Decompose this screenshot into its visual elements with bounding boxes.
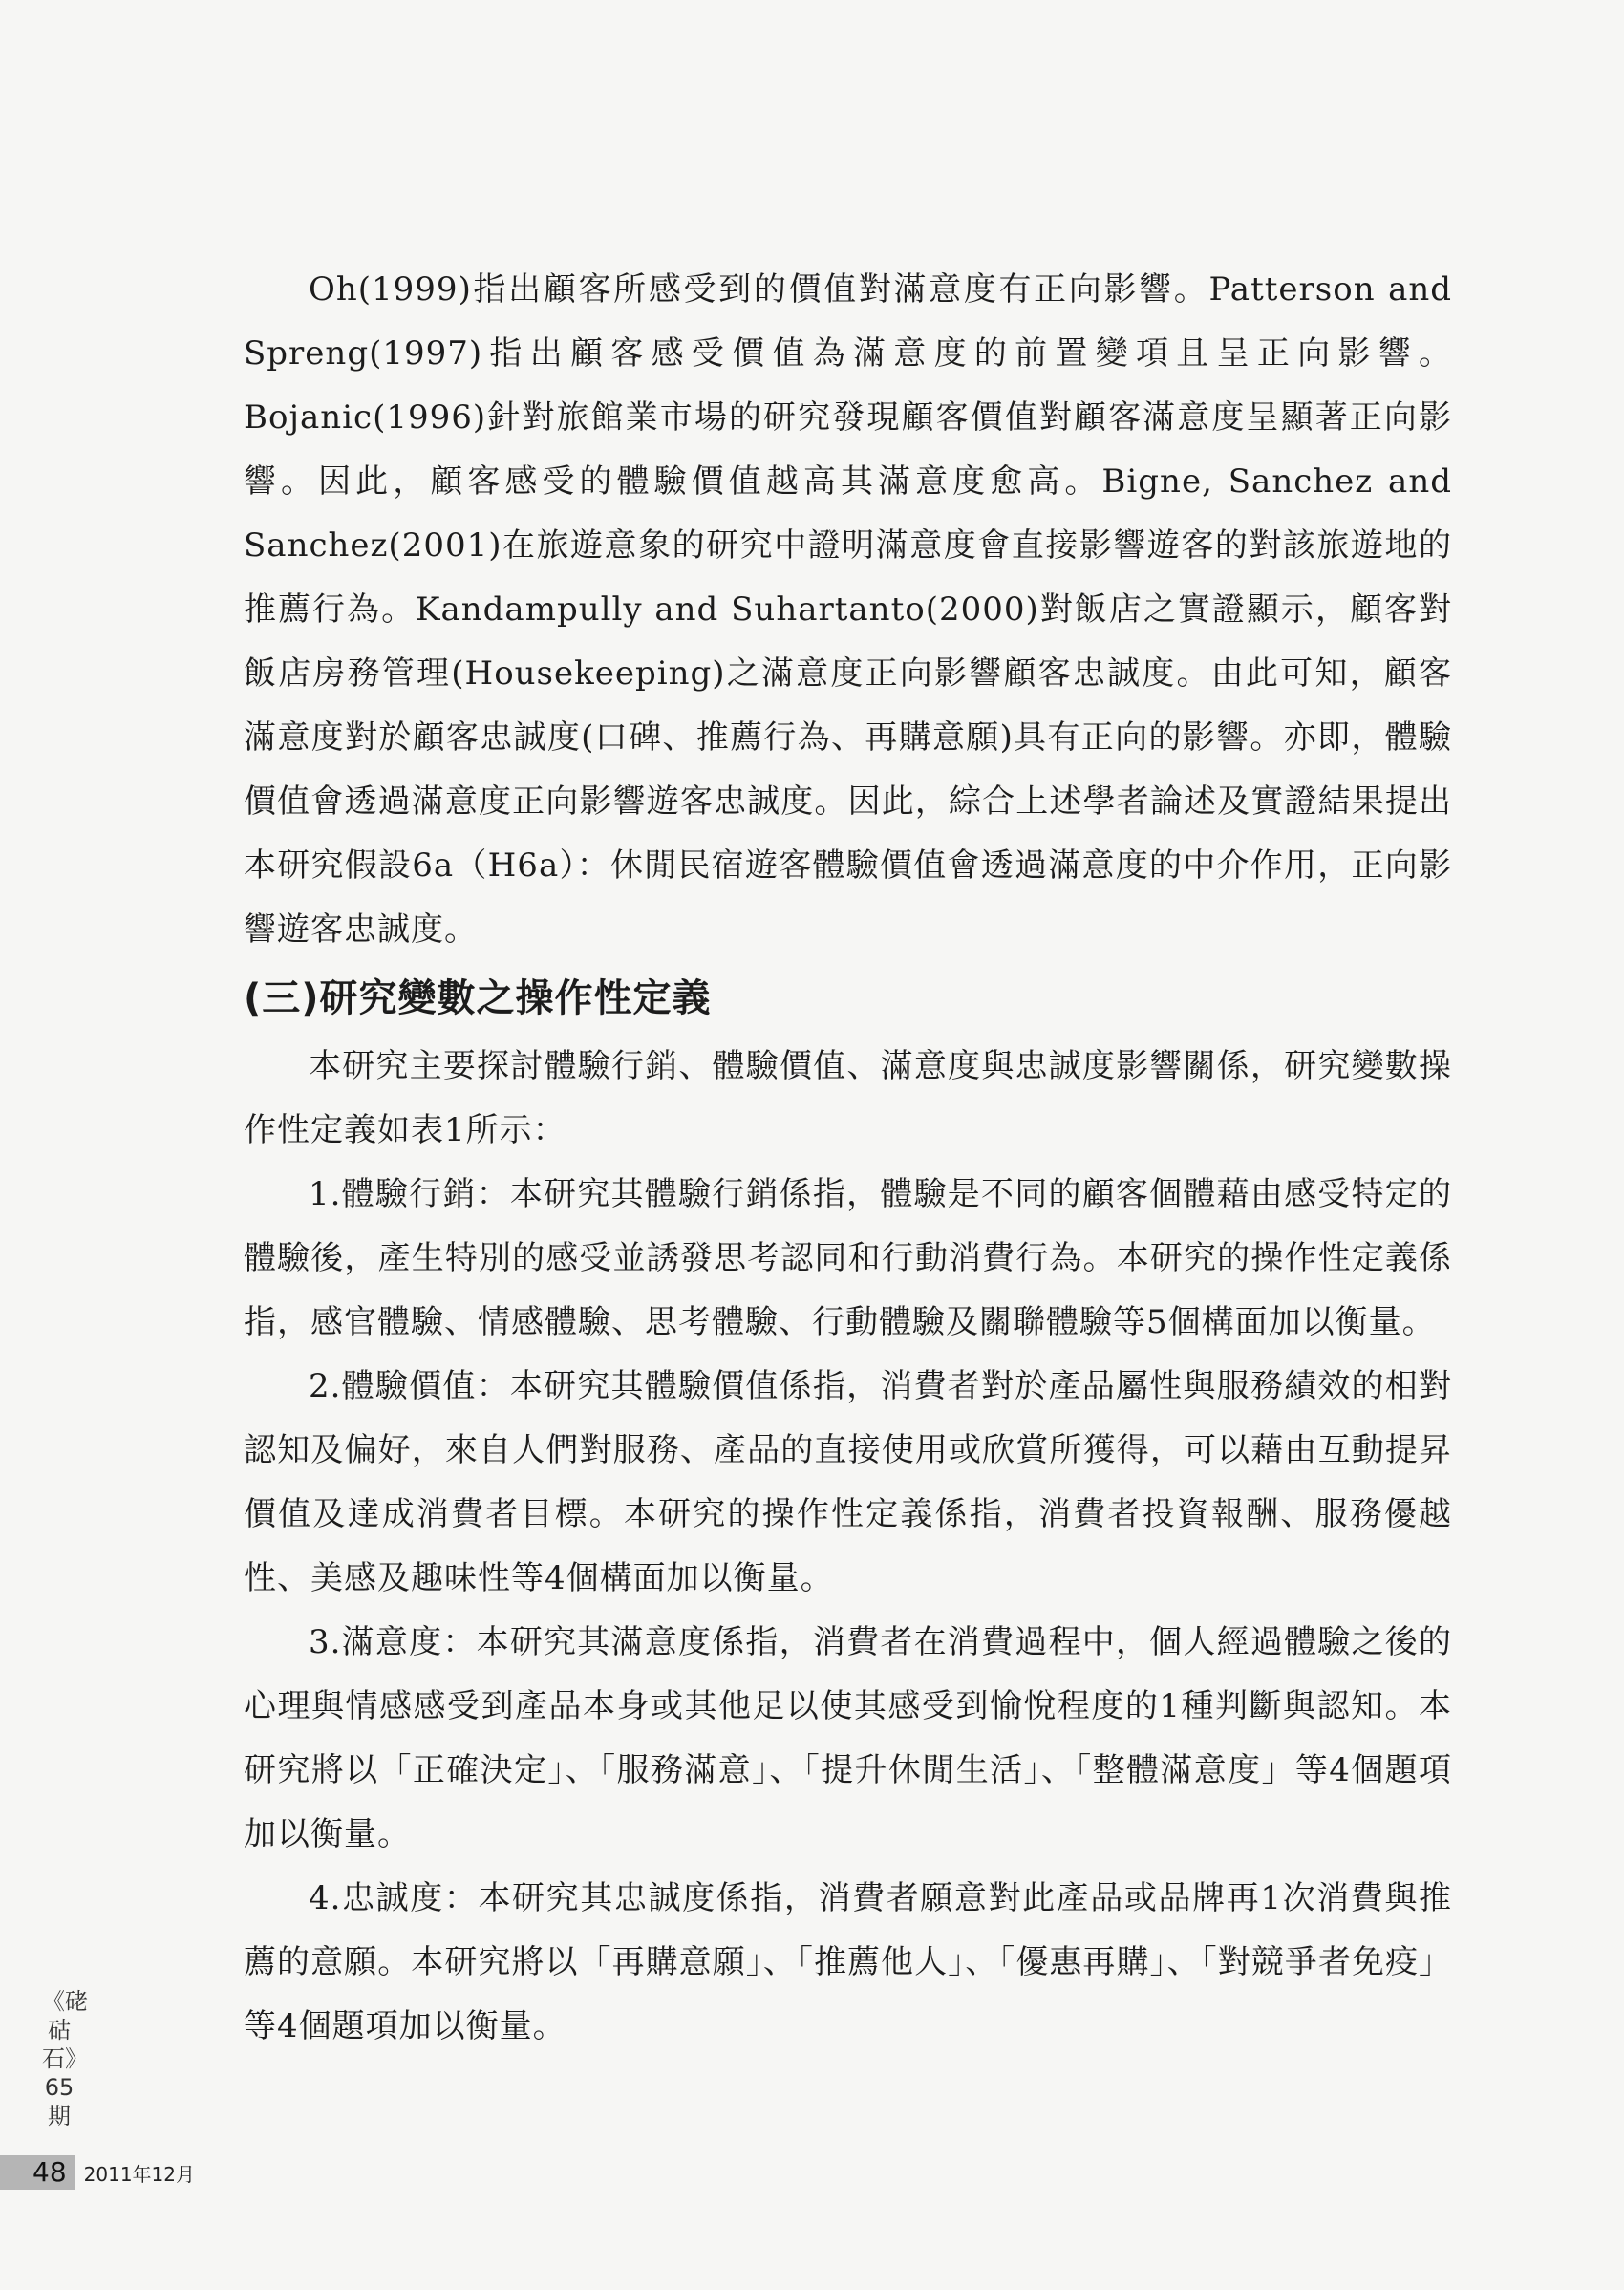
page-number: 48 xyxy=(0,2155,75,2190)
paragraph-loyalty: 4.忠誠度：本研究其忠誠度係指，消費者願意對此產品或品牌再1次消費與推薦的意願。本研究將以「再購意願」、「推薦他人」、「優惠再購」、「對競爭者免疫」等4個題項加以衡量。 xyxy=(244,1879,1452,2045)
issue-date: 2011年12月 xyxy=(83,2162,195,2186)
paragraph-satisfaction: 3.滿意度：本研究其滿意度係指，消費者在消費過程中，個人經過體驗之後的心理與情感感受到產品本身或其他足以使其感受到愉悅程度的1種判斷與認知。本研究將以「正確決定」、「服務滿意」、「提升休閒生活」、「整體滿意度」等4個題項加以衡量。 xyxy=(244,1623,1452,1853)
paragraph-intro: 本研究主要探討體驗行銷、體驗價值、滿意度與忠誠度影響關係，研究變數操作性定義如表1所示： xyxy=(244,1047,1452,1149)
paragraph-hypothesis-h6a: Oh(1999)指出顧客所感受到的價值對滿意度有正向影響。Patterson and Spreng(1997)指出顧客感受價值為滿意度的前置變項且呈正向影響。Bojanic(1996)針對旅館業市場的研究發現顧客價值對顧客滿意度呈顯著正向影響。因此，顧客感受的體驗價值越高其滿意度愈高。Bigne, Sanchez and Sanchez(2001)在旅遊意象的研究中證明滿意度會直接影響遊客的對該旅遊地的推薦行為。Kandampully and Suhartanto(2000)對飯店之實證顯示，顧客對飯店房務管理(Housekeeping)之滿意度正向影響顧客忠誠度。由此可知，顧客滿意度對於顧客忠誠度(口碑、推薦行為、再購意願)具有正向的影響。亦即，體驗價值會透過滿意度正向影響遊客忠誠度。因此，綜合上述學者論述及實證結果提出本研究假設6a（H6a）：休閒民宿遊客體驗價值會透過滿意度的中介作用，正向影響遊客忠誠度。 xyxy=(244,270,1452,949)
article-body xyxy=(244,258,1452,2059)
paragraph-experiential-marketing: 1.體驗行銷：本研究其體驗行銷係指，體驗是不同的顧客個體藉由感受特定的體驗後，產生特別的感受並誘發思考認同和行動消費行為。本研究的操作性定義係指，感官體驗、情感體驗、思考體驗、行動體驗及關聯體驗等5個構面加以衡量。 xyxy=(244,1175,1452,1341)
section-heading: (三)研究變數之操作性定義 xyxy=(244,976,712,1020)
paragraph-experiential-value: 2.體驗價值：本研究其體驗價值係指，消費者對於產品屬性與服務績效的相對認知及偏好，來自人們對服務、產品的直接使用或欣賞所獲得，可以藉由互動提昇價值及達成消費者目標。本研究的操作性定義係指，消費者投資報酬、服務優越性、美感及趣味性等4個構面加以衡量。 xyxy=(244,1367,1452,1597)
journal-issue-label: 《硓𥑮石》65期 xyxy=(42,1988,88,2129)
page-footer xyxy=(0,2153,195,2192)
